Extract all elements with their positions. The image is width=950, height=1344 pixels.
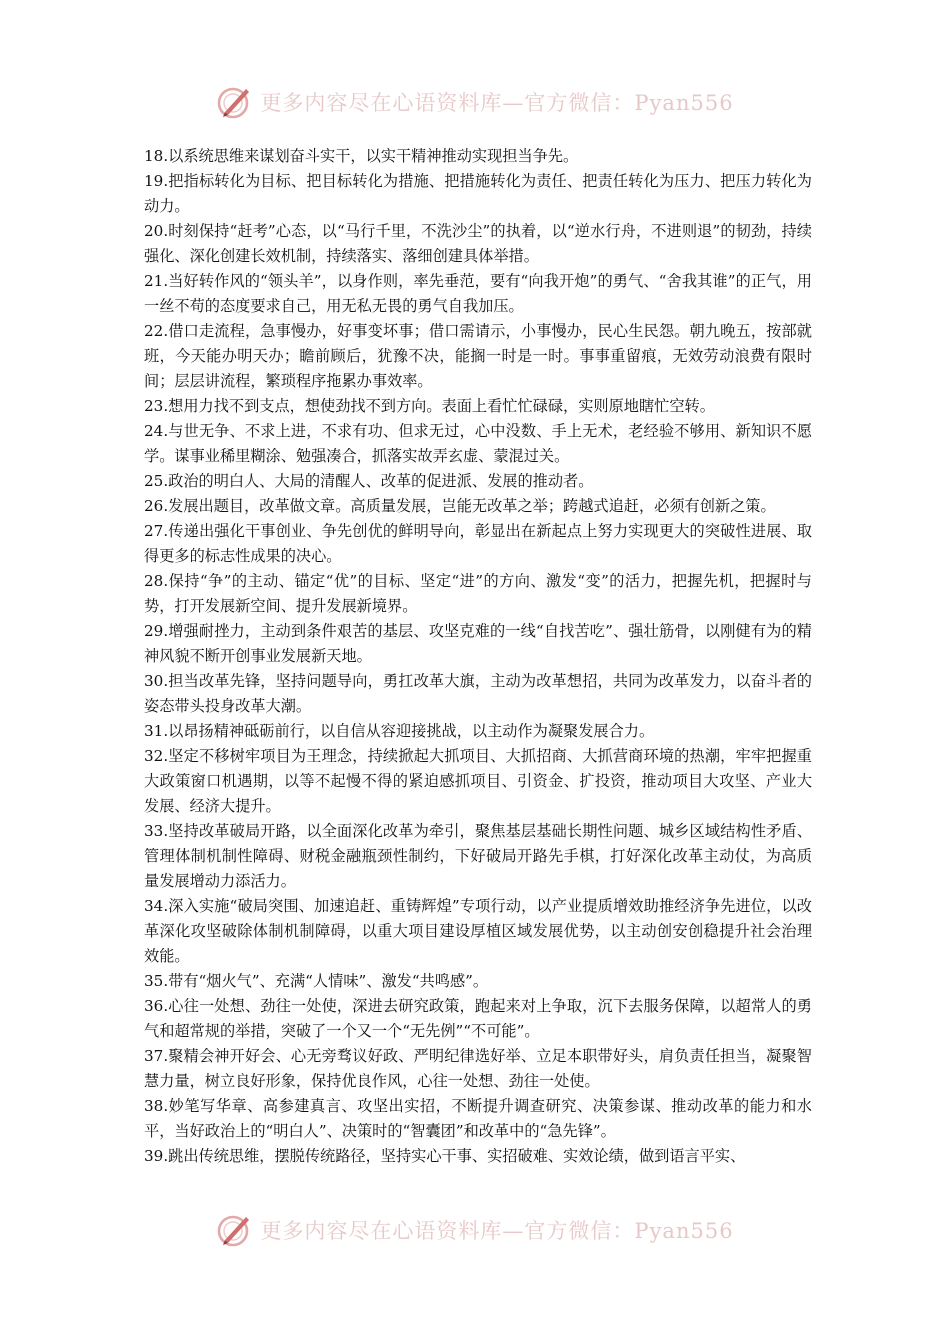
list-item: 31.以昂扬精神砥砺前行，以自信从容迎接挑战，以主动作为凝聚发展合力。 (144, 722, 655, 740)
list-item: 19.把指标转化为目标、把目标转化为措施、把措施转化为责任、把责任转化为压力、把压力转化为动力。 (144, 172, 812, 215)
list-item: 24.与世无争、不求上进，不求有功、但求无过，心中没数、手上无术，老经验不够用、新知识不愿学。谋事业稀里糊涂、勉强凑合，抓落实故弄玄虚、蒙混过关。 (144, 422, 812, 465)
list-item: 28.保持“争”的主动、锚定“优”的目标、坚定“进”的方向、激发“变”的活力，把握先机，把握时与势，打开发展新空间、提升发展新境界。 (144, 572, 812, 615)
document-body (144, 144, 812, 1169)
list-item: 32.坚定不移树牢项目为王理念，持续掀起大抓项目、大抓招商、大抓营商环境的热潮，牢牢把握重大政策窗口机遇期，以等不起慢不得的紧迫感抓项目、引资金、扩投资，推动项目大攻坚、产业大发展、经济大提升。 (144, 747, 812, 815)
watermark-text: 更多内容尽在心语资料库—官方微信：Pyan556 (260, 1219, 734, 1243)
list-item: 26.发展出题目，改革做文章。高质量发展，岂能无改革之举；跨越式追赶，必须有创新之策。 (144, 497, 776, 515)
list-item: 34.深入实施“破局突围、加速追赶、重铸辉煌”专项行动，以产业提质增效助推经济争先进位，以改革深化攻坚破除体制机制障碍，以重大项目建设厚植区域发展优势，以主动创安创稳提升社会治理效能。 (144, 897, 812, 965)
list-item: 27.传递出强化干事创业、争先创优的鲜明导向，彰显出在新起点上努力实现更大的突破性进展、取得更多的标志性成果的决心。 (144, 522, 812, 565)
list-item: 29.增强耐挫力，主动到条件艰苦的基层、攻坚克难的一线“自找苦吃”、强壮筋骨，以刚健有为的精神风貌不断开创事业发展新天地。 (144, 622, 812, 665)
list-item: 23.想用力找不到支点，想使劲找不到方向。表面上看忙忙碌碌，实则原地瞎忙空转。 (144, 397, 715, 415)
list-item: 20.时刻保持“赶考”心态，以“马行千里，不洗沙尘”的执着，以“逆水行舟，不进则退”的韧劲，持续强化、深化创建长效机制，持续落实、落细创建具体举措。 (144, 222, 812, 265)
footer-watermark (0, 1208, 950, 1252)
list-item: 30.担当改革先锋，坚持问题导向，勇扛改革大旗，主动为改革想招，共同为改革发力，以奋斗者的姿态带头投身改革大潮。 (144, 672, 812, 715)
list-item: 22.借口走流程，急事慢办，好事变坏事；借口需请示，小事慢办，民心生民怨。朝九晚五，按部就班，今天能办明天办；瞻前顾后，犹豫不决，能搁一时是一时。事事重留痕，无效劳动浪费有限时间；层层讲流程，繁琐程序拖累办事效率。 (144, 322, 812, 390)
watermark-text: 更多内容尽在心语资料库—官方微信：Pyan556 (260, 91, 734, 115)
pen-in-circle-icon (216, 83, 254, 121)
list-item: 36.心往一处想、劲往一处使，深进去研究政策，跑起来对上争取，沉下去服务保障，以超常人的勇气和超常规的举措，突破了一个又一个“无先例”“不可能”。 (144, 997, 812, 1040)
header-watermark (0, 80, 950, 124)
list-item: 33.坚持改革破局开路，以全面深化改革为牵引，聚焦基层基础长期性问题、城乡区域结构性矛盾、管理体制机制性障碍、财税金融瓶颈性制约，下好破局开路先手棋，打好深化改革主动仗，为高质量发展增动力添活力。 (144, 822, 812, 890)
list-item: 25.政治的明白人、大局的清醒人、改革的促进派、发展的推动者。 (144, 472, 594, 490)
list-item: 39.跳出传统思维，摆脱传统路径，坚持实心干事、实招破难、实效论绩，做到语言平实、 (144, 1147, 746, 1165)
list-item: 38.妙笔写华章、高参建真言、攻坚出实招，不断提升调查研究、决策参谋、推动改革的能力和水平，当好政治上的“明白人”、决策时的“智囊团”和改革中的“急先锋”。 (144, 1097, 812, 1140)
pen-in-circle-icon (216, 1211, 254, 1249)
list-item: 37.聚精会神开好会、心无旁骛议好政、严明纪律选好举、立足本职带好头，肩负责任担当，凝聚智慧力量，树立良好形象，保持优良作风，心往一处想、劲往一处使。 (144, 1047, 812, 1090)
list-item: 21.当好转作风的“领头羊”，以身作则，率先垂范，要有“向我开炮”的勇气、“舍我其谁”的正气，用一丝不苟的态度要求自己，用无私无畏的勇气自我加压。 (144, 272, 812, 315)
list-item: 18.以系统思维来谋划奋斗实干，以实干精神推动实现担当争先。 (144, 147, 579, 165)
list-item: 35.带有“烟火气”、充满“人情味”、激发“共鸣感”。 (144, 972, 489, 990)
